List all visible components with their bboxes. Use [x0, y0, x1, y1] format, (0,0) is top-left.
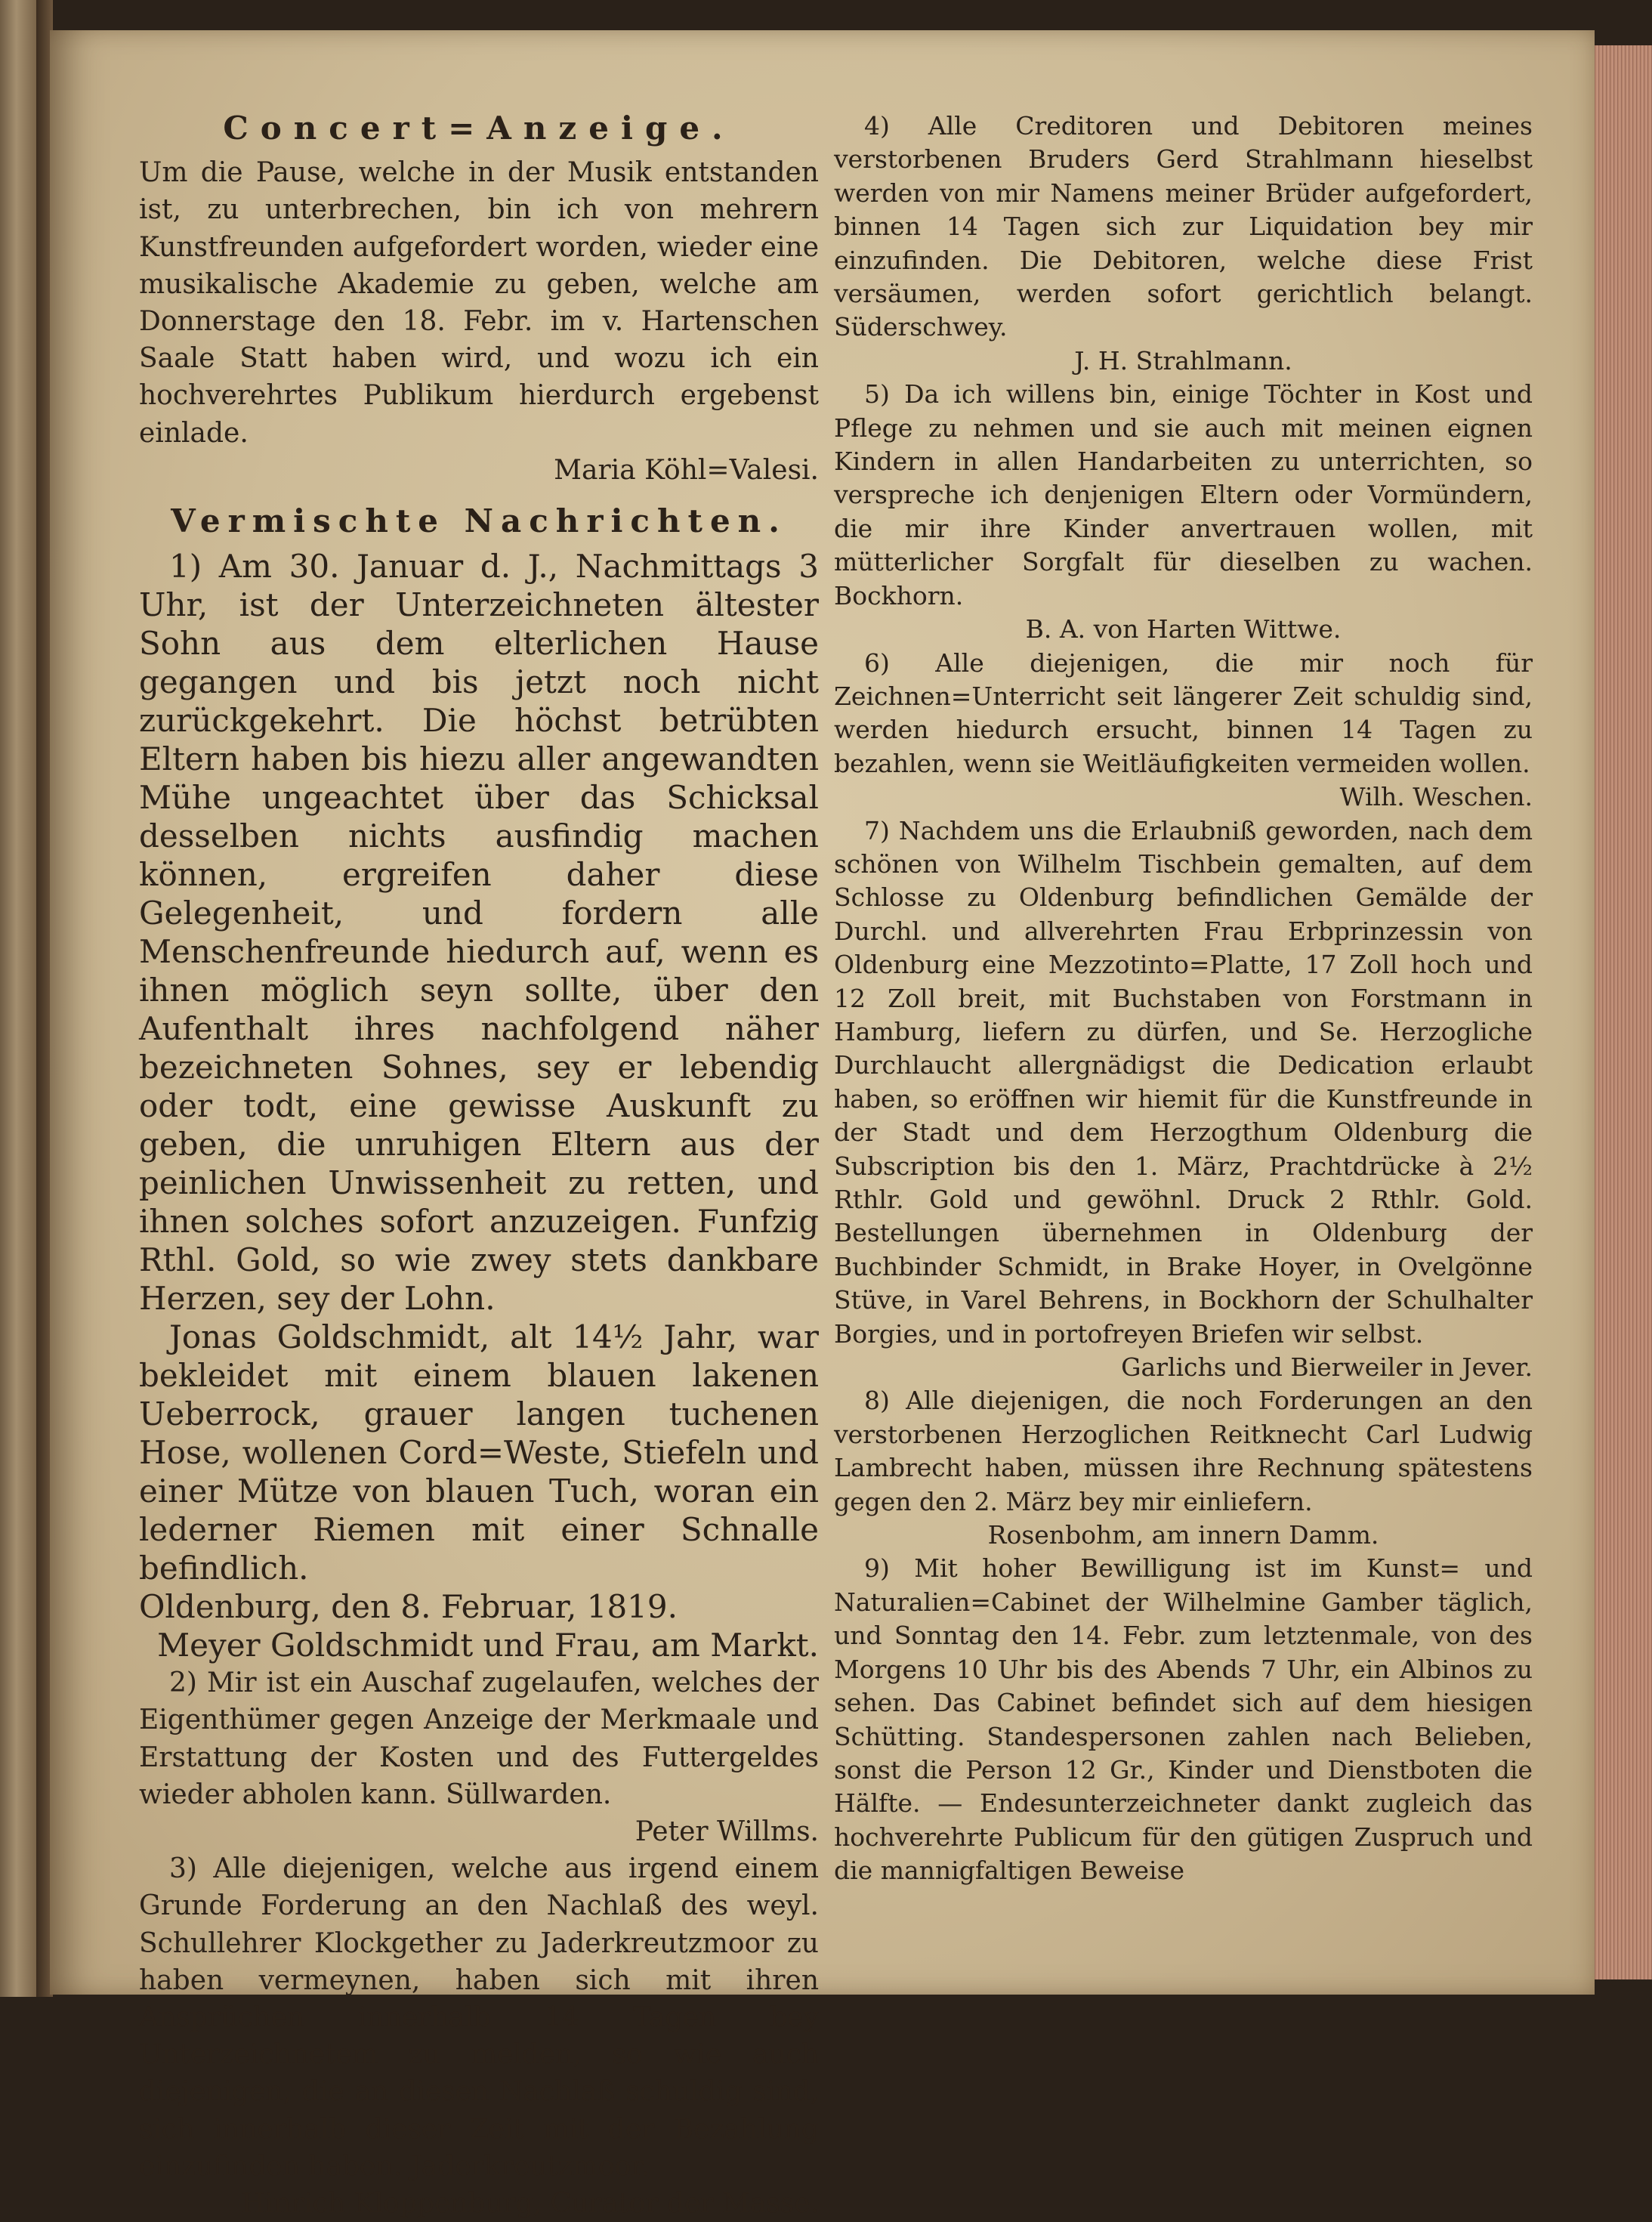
concert-text: Um die Pause, welche in der Musik entstanden ist, zu unterbrechen, bin ich von mehrern Kunstfreunden aufgefordert worden, wieder eine musikalische Akademie zu geben, welche am Donnerstage den 18. Febr. im v. Hartenschen Saale Statt haben wird, und wozu ich ein hochverehrtes Publikum hierdurch ergebenst einlade. [139, 157, 819, 449]
item6-signature: Wilh. Weschen. [1339, 782, 1533, 812]
item1-text: 1) Am 30. Januar d. J., Nachmittags 3 Uhr, ist der Unterzeichneten ältester Sohn aus dem elterlichen Hause gegangen und bis jetzt noch nicht zurückgekehrt. Die höchst betrübten Eltern haben bis hiezu aller angewandten Mühe ungeachtet über das Schicksal desselben nichts ausfindig machen können, ergreifen daher diese Gelegenheit, und fordern alle Menschenfreunde hiedurch auf, wenn es ihnen möglich seyn sollte, über den Aufenthalt ihres nachfolgend näher bezeichneten Sohnes, sey er lebendig oder todt, eine gewisse Auskunft zu geben, die unruhigen Eltern aus der peinlichen Unwissenheit zu retten, und ihnen solches sofort anzuzeigen. Funfzig Rthl. Gold, so wie zwey stets dankbare Herzen, sey der Lohn. [139, 548, 819, 1318]
item7-text: 7) Nachdem uns die Erlaubniß geworden, nach dem schönen von Wilhelm Tischbein gemalten, auf dem Schlosse zu Oldenburg befindlichen Gemälde der Durchl. und allverehrten Frau Erbprinzessin von Oldenburg eine Mezzotinto=Platte, 17 Zoll hoch und 12 Zoll breit, mit Buchstaben von Forstmann in Hamburg, liefern zu dürfen, und Se. Herzogliche Durchlaucht allergnädigst die Dedication erlaubt haben, so eröffnen wir hiemit für die Kunstfreunde in der Stadt und dem Herzogthum Oldenburg die Subscription bis den 1. März, Prachtdrücke à 2½ Rthlr. Gold und gewöhnl. Druck 2 Rthlr. Gold. Bestellungen übernehmen in Oldenburg der Buchbinder Schmidt, in Brake Hoyer, in Ovelgönne Stüve, in Varel Behrens, in Bockhorn der Schulhalter Borgies, und in portofreyen Briefen wir selbst. [834, 815, 1533, 1349]
item8-text: 8) Alle diejenigen, die noch Forderungen an den verstorbenen Herzoglichen Reitknecht Carl Ludwig Lambrecht haben, müssen ihre Rechnung spätestens gegen den 2. März bey mir einliefern. [834, 1386, 1533, 1516]
previous-page-edge [0, 0, 36, 1997]
concert-signature: Maria Köhl=Valesi. [554, 454, 819, 486]
newspaper-page [50, 30, 1595, 2220]
item5-text: 5) Da ich willens bin, einige Töchter in Kost und Pflege zu nehmen und sie auch mit meinen eignen Kindern in allen Handarbeiten zu unterrichten, so verspreche ich denjenigen Eltern oder Vormündern, die mir ihre Kinder anvertrauen wollen, mit mütterlicher Sorgfalt für dieselben zu wachen. Bockhorn. [834, 379, 1533, 610]
left-column [139, 110, 819, 2222]
right-column [834, 110, 1533, 1888]
item2-signature: Peter Willms. [635, 1816, 819, 1848]
misc-heading: Vermischte Nachrichten. [171, 502, 787, 540]
item5-signature: B. A. von Harten Wittwe. [1025, 614, 1342, 644]
item3-signature: Hinrich Kloppenburg, Curator der Masse. [241, 2188, 819, 2220]
item8-signature: Rosenbohm, am innern Damm. [987, 1520, 1379, 1550]
item2-text: 2) Mir ist ein Auschaf zugelaufen, welches der Eigenthümer gegen Anzeige der Merkmaale und Erstattung der Kosten und des Futtergeldes wieder abholen kann. Süllwarden. [139, 1667, 819, 1810]
page-edges [1592, 45, 1652, 1979]
item1-place-date: Oldenburg, den 8. Februar, 1819. [139, 1588, 678, 1626]
item6-text: 6) Alle diejenigen, die mir noch für Zeichnen=Unterricht seit längerer Zeit schuldig sind, werden hiedurch ersucht, binnen 14 Tagen zu bezahlen, wenn sie Weitläufigkeiten vermeiden wollen. [834, 647, 1533, 778]
item9-text: 9) Mit hoher Bewilligung ist im Kunst= und Naturalien=Cabinet der Wilhelmine Gamber täglich, und Sonntag den 14. Febr. zum letztenmale, von des Morgens 10 Uhr bis des Abends 7 Uhr, ein Albinos zu sehen. Das Cabinet befindet sich auf dem hiesigen Schütting. Standespersonen zahlen nach Belieben, sonst die Person 12 Gr., Kinder und Dienstboten die Hälfte. — Endesunterzeichneter dankt zugleich das hochverehrte Publicum für den gütigen Zuspruch und die mannigfaltigen Beweise [834, 1553, 1533, 1886]
item4-signature: J. H. Strahlmann. [1074, 345, 1292, 375]
concert-heading: Concert=Anzeige. [223, 110, 735, 147]
item7-signature: Garlichs und Bierweiler in Jever. [1121, 1352, 1533, 1383]
item4-text: 4) Alle Creditoren und Debitoren meines verstorbenen Bruders Gerd Strahlmann hieselbst werden von mir Namens meiner Brüder aufgefordert, binnen 14 Tagen sich zur Liquidation bey mir einzufinden. Die Debitoren, welche diese Frist versäumen, werden sofort gerichtlich belangt. Süderschwey. [834, 111, 1533, 342]
item1-signature: Meyer Goldschmidt und Frau, am Markt. [157, 1627, 819, 1664]
item1-description: Jonas Goldschmidt, alt 14½ Jahr, war bekleidet mit einem blauen lakenen Ueberrock, grauer langen tuchenen Hose, wollenen Cord=Weste, Stiefeln und einer Mütze von blauen Tuch, woran ein lederner Riemen mit einer Schnalle befindlich. [139, 1318, 819, 1587]
item3-text: 3) Alle diejenigen, welche aus irgend einem Grunde Forderung an den Nachlaß des weyl. Schullehrer Klockgether zu Jaderkreutzmoor zu haben vermeynen, haben sich mit ihren Ansprüchen innerhalb 14 Tagen bey Unterzeichnetem zu melden, so wie auch diejenigen, die an diesen Nachlaß schuldig sind, sich innerhalb dieser Zeit mit der Bezahlung einzufinden haben. Jaderkreutzmoor. [139, 1853, 819, 2182]
